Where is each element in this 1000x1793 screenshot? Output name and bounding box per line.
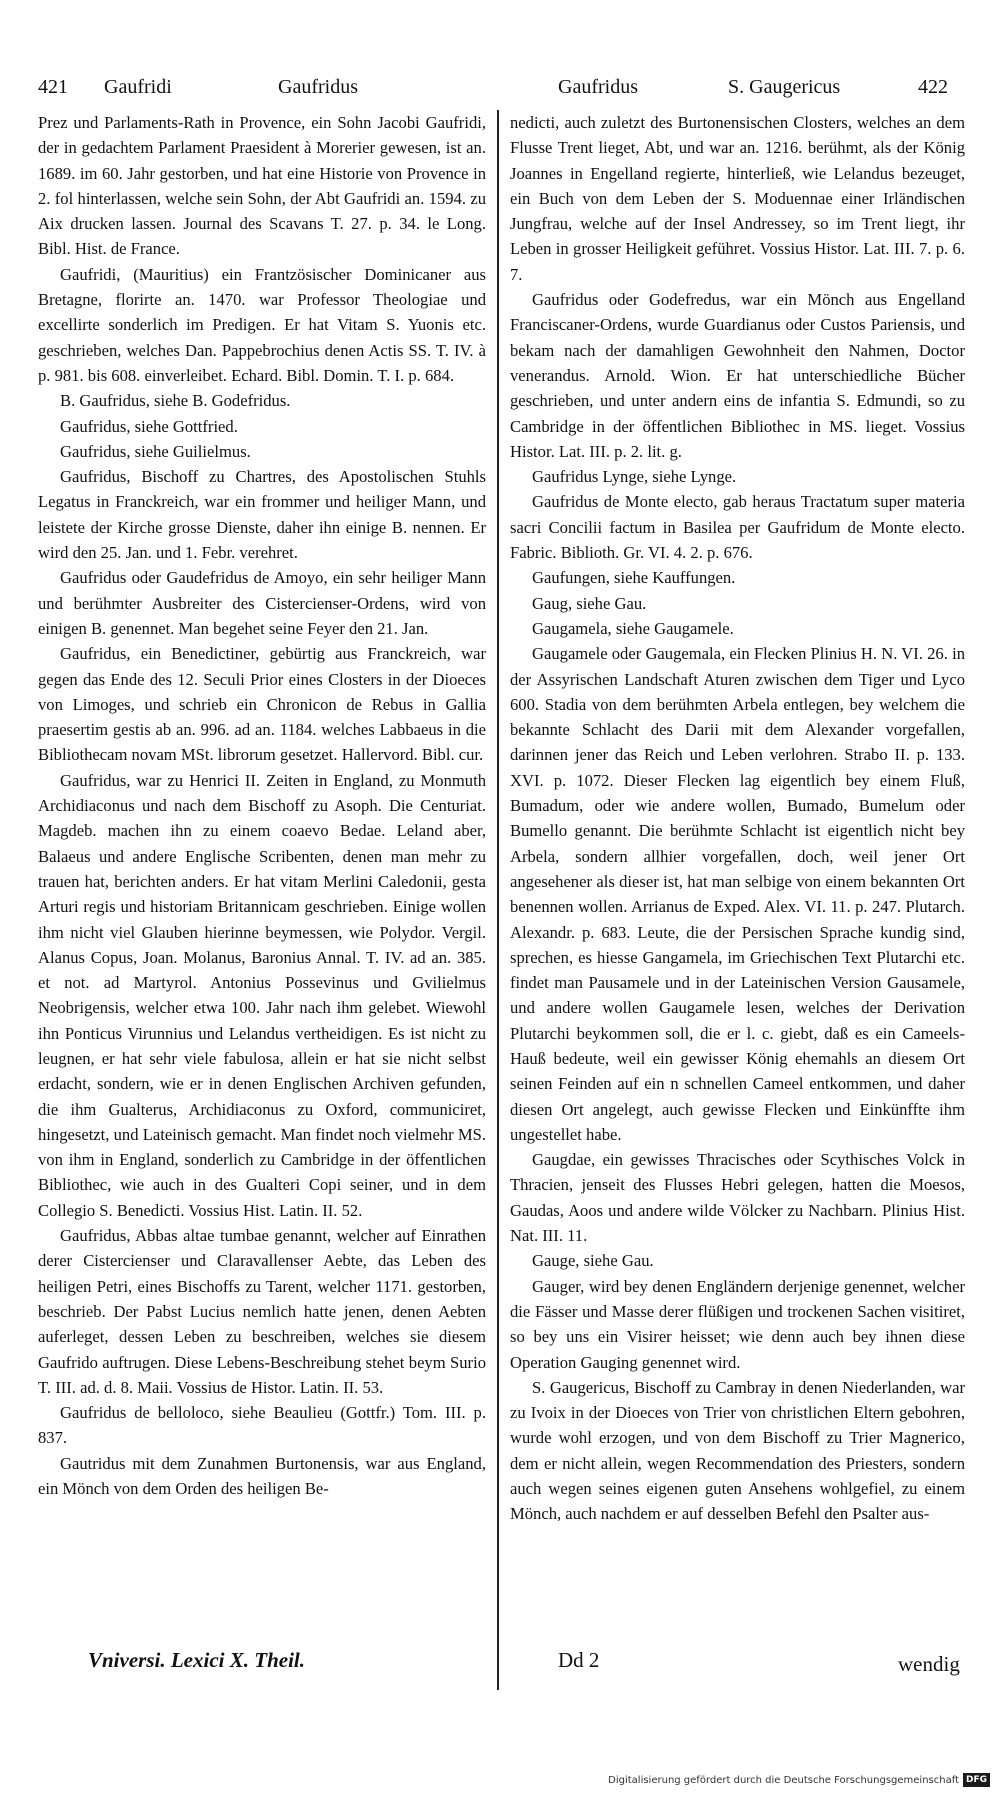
entry-text: Gaufridus oder Godefredus, war ein Mönch aus Engelland Franciscaner-Ordens, wurde Guardianus oder Custos Pariensis, und bekam nach der damahligen Gewohnheit den Nahmen, Doctor venerandus. Arnold. Wion. Er hat unterschiedliche Bücher geschrieben, und unter andern eins de infantia S. Edmundi, so zu Cambridge in der öffentlichen Bibliothec in MS. lieget. Vossius Histor. Lat. III. p. 2. lit. g.: [510, 290, 965, 461]
entry-text: Gaufridus, Bischoff zu Chartres, des Apostolischen Stuhls Legatus in Franckreich, war ein frommer und heiliger Mann, und leistete der Kirche grosse Dienste, daher ihn einige B. nennen. Er wird den 25. Jan. und 1. Febr. verehret.: [38, 467, 486, 563]
entry-text: Gautridus mit dem Zunahmen Burtonensis, war aus England, ein Mönch von dem Orden des heiligen Be-: [38, 1453, 486, 1499]
entry-text: S. Gaugericus, Bischoff zu Cambray in denen Niederlanden, war zu Ivoix in der Dioeces von Trier von christlichen Eltern gebohren, wurde wohl erzogen, und von dem Bischoff zu Trier Magnerico, dem er nicht allein, wegen Recommendation des Priesters, sondern auch wegen seines eigenen guten Ansehens wohlgefiel, zu einem Mönch, auch nachdem er auf desselben Befehl den Psalter aus-: [510, 1377, 965, 1524]
running-head-3: Gaufridus: [558, 76, 638, 98]
entry-text: Prez und Parlaments-Rath in Provence, ein Sohn Jacobi Gaufridi, der in gedachtem Parlament Praesident à Morerier gewesen, ist an. 1689. im 60. Jahr gestorben, und hat eine Historie von Provence in 2. fol hinterlassen, welche sein Sohn, der Abt Gaufridi an. 1594. zu Aix drucken lassen. Journal des Scavans T. 27. p. 34. le Long. Bibl. Hist. de France.: [38, 113, 486, 259]
left-column: [38, 110, 486, 1700]
column-divider: [497, 110, 499, 1690]
entry-text: Gaugamele oder Gaugemala, ein Flecken Plinius H. N. VI. 26. in der Assyrischen Landschaft Aturen zwischen dem Tiger und Lyco 600. Stadia von dem berühmten Arbela entlegen, bey welchem die bekannte Schlacht des Darii mit dem Alexander vorgefallen, darinnen jener das Reich und Leben verlohren. Strabo II. p. 133. XVI. p. 1072. Dieser Flecken lag eigentlich bey einem Fluß, Bumadum, oder wie andere wollen, Bumado, Bumelum oder Bumello genannt. Die berühmte Schlacht ist eigentlich nicht bey Arbela, sondern allhier vorgefallen, doch, weil jener Ort angesehener als dieser ist, hat man selbige von einem bekannten Ort benennen wollen. Arrianus de Exped. Alex. VI. 11. p. 247. Plutarch. Alexandr. p. 683. Leute, die der Persischen Sprache kundig sind, sprechen, es hiesse Gangamela, im Griechischen Text Plutarchi etc. findet man Pausamele und in der Lateinischen Version Gausamele, und andere wollen Gaugamele lesen, welches der Derivation Plutarchi beykommen soll, die er l. c. giebt, daß es ein Cameels-Hauß bedeute, weil ein gewisser König ehemahls an diesem Ort seinen Feinden auf ein n schnellen Cameel entkommen, und daher diesen Ort angelegt, auch gewisse Flecken und Einkünffte ihm ungestellet habe.: [510, 644, 965, 1144]
signature-mark: Dd 2: [558, 1648, 600, 1672]
entry-text: Gaufridus oder Gaudefridus de Amoyo, ein sehr heiliger Mann und berühmter Ausbreiter des Cistercienser-Ordens, wird von einigen B. genennet. Man begehet seine Feyer den 21. Jan.: [38, 568, 486, 638]
entry-text: Gauger, wird bey denen Engländern derjenige genennet, welcher die Fässer und Masse derer flüßigen und trockenen Sachen visitiret, so bey uns ein Visirer heisset; wie denn auch bey ihnen diese Operation Gauging genennet wird.: [510, 1276, 965, 1372]
running-head-4: S. Gaugericus: [728, 76, 841, 98]
entry-text: Gauge, siehe Gau.: [532, 1251, 654, 1271]
credit-text: Digitalisierung gefördert durch die Deutsche Forschungsgemeinschaft: [608, 1774, 959, 1786]
entry-text: Gaugamela, siehe Gaugamele.: [532, 618, 734, 638]
page-number-left: 421: [38, 76, 68, 98]
entry-text: Gaufridus de belloloco, siehe Beaulieu (Gottfr.) Tom. III. p. 837.: [38, 1403, 486, 1448]
entry-text: nedicti, auch zuletzt des Burtonensischen Closters, welches an dem Flusse Trent lieget, Abt, und war an. 1216. berühmt, als der König Joannes in Engelland regierte, hinterließ, wie Lelandus bezeuget, ein Buch von dem Leben der S. Moduennae einer Irländischen Jungfrau, welche auf der Insel Andressey, so im Trent liegt, ihr Leben in grosser Heiligkeit geführet. Vossius Histor. Lat. III. 7. p. 6. 7.: [510, 113, 965, 284]
page-number-right: 422: [918, 76, 948, 98]
entry-text: Gaufridus Lynge, siehe Lynge.: [532, 467, 737, 487]
entry-text: Gaufungen, siehe Kauffungen.: [532, 568, 736, 588]
entry-text: Gaufridus, Abbas altae tumbae genannt, welcher auf Einrathen derer Cistercienser und Claravallenser Aebte, das Leben des heiligen Petri, eines Bischoffs zu Tarent, welcher 1171. gestorben, beschrieb. Der Pabst Lucius nemlich hatte jenen, denen Aebten auferleget, dessen Leben zu beschreiben, welches sie diesem Gaufrido auftrugen. Diese Lebens-Beschreibung stehet beym Surio T. III. ad. d. 8. Maii. Vossius de Histor. Latin. II. 53.: [38, 1226, 486, 1397]
running-header: [38, 76, 968, 106]
entry-text: Gaufridus de Monte electo, gab heraus Tractatum super materia sacri Concilii factum in Basilea per Gaufridum de Monte electo. Fabric. Biblioth. Gr. VI. 4. 2. p. 676.: [510, 492, 965, 563]
digitization-credit: [608, 1773, 990, 1787]
page-footer: [38, 1648, 968, 1688]
entry-text: Gaufridus, siehe Guilielmus.: [60, 441, 251, 461]
entry-text: Gaufridi, (Mauritius) ein Frantzösischer Dominicaner aus Bretagne, florirte an. 1470. war Professor Theologiae und excellirte sonderlich im Predigen. Er hat Vitam S. Yuonis etc. geschrieben, welches Dan. Pappebrochius denen Actis SS. T. IV. à p. 981. bis 608. einverleibet. Echard. Bibl. Domin. T. I. p. 684.: [38, 264, 486, 385]
entry-text: Gaufridus, ein Benedictiner, gebürtig aus Franckreich, war gegen das Ende des 12. Seculi Prior eines Closters in der Dioeces von Limoges, und schrieb ein Chronicon de Rebus in Gallia praesertim gestis ab an. 996. ad an. 1184. welches Labbaeus in die Bibliothecam novam MSt. librorum gesetzet. Hallervord. Bibl. cur.: [38, 644, 486, 765]
entry-text: Gaufridus, war zu Henrici II. Zeiten in England, zu Monmuth Archidiaconus und nach dem Bischoff zu Asoph. Die Centuriat. Magdeb. machen ihn zu einem coaevo Bedae. Leland aber, Balaeus und andere Englische Scribenten, denen man mehr zu trauen hat, berichten anders. Er hat vitam Merlini Caledonii, gesta Arturi regis und historiam Britannicam geschrieben. Einige wollen ihm nicht viel Glauben hierinne beymessen, wie Polydor. Vergil. Alanus Copus, Joan. Molanus, Baronius Annal. T. IV. ad an. 385. et not. ad Martyrol. Antonius Possevinus und Gvilielmus Neobrigensis, welcher etwa 100. Jahr nach ihm gelebet. Wiewohl ihn Ponticus Virunnius und Lelandus vertheidigen. Es ist nicht zu leugnen, er hat sehr viele fabulosa, allein er hat sie nicht selbst erdacht, sondern, wie er in denen Englischen Archiven gefunden, die ihm Gualterus, Archidiaconus zu Oxford, communiciret, hingesetzt, und Lateinisch gemacht. Man findet noch vielmehr MS. von ihm in England, sonderlich zu Cambridge in der öffentlichen Bibliothec, wie auch in des Gualteri Copi seiner, und in dem Collegio S. Benedicti. Vossius Hist. Latin. II. 52.: [38, 770, 486, 1220]
catchword: wendig: [898, 1652, 960, 1676]
signature-line: Vniversi. Lexici X. Theil.: [88, 1648, 305, 1672]
entry-text: Gaugdae, ein gewisses Thracisches oder Scythisches Volck in Thracien, jenseit des Flusses Hebri gelegen, hatten die Moesos, Gaudas, Aoos und andere wilde Völcker zu Nachbarn. Plinius Hist. Nat. III. 11.: [510, 1150, 965, 1246]
entry-text: B. Gaufridus, siehe B. Godefridus.: [60, 391, 291, 411]
dfg-logo: DFG: [963, 1773, 990, 1787]
entry-text: Gaufridus, siehe Gottfried.: [60, 416, 238, 436]
right-column: [510, 110, 965, 1700]
running-head-2: Gaufridus: [278, 76, 358, 98]
running-head-1: Gaufridi: [104, 76, 172, 98]
entry-text: Gaug, siehe Gau.: [532, 593, 647, 613]
